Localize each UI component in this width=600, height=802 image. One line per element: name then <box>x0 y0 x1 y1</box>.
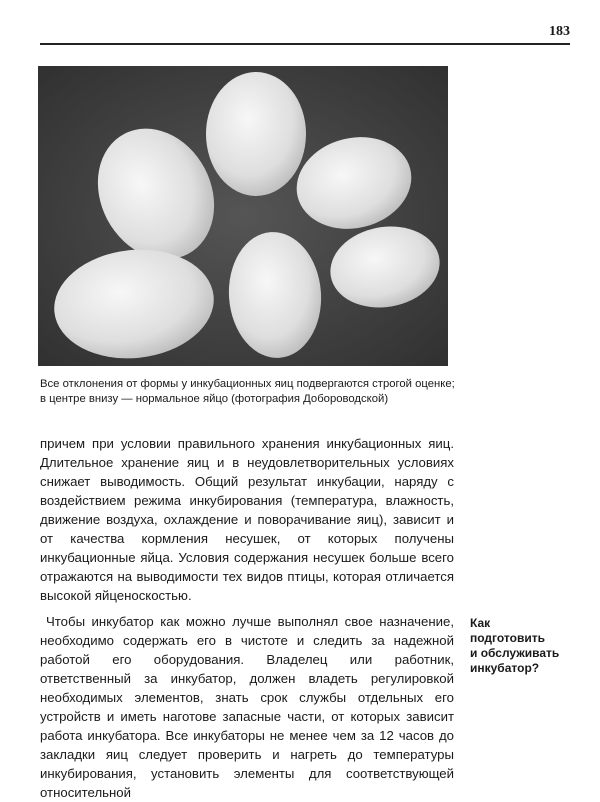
body-paragraph-1: причем при условии правильного хранения инкубационных яиц. Длительное хранение яиц и в неудовлетворительных условиях снижает выводимость. Общий результат инкубации, наряду с воздействием режима инкубирования (температура, влажность, движение воздуха, охлаждение и поворачивание яиц), зависит и от качества кормления несушек, от которых получены инкубационные яйца. Условия содержания несушек больше всего отражаются на выводимости тех видов птицы, которая отличается высокой яйценоскостью. <box>40 436 454 603</box>
side-heading-line: подготовить <box>470 631 545 645</box>
side-heading-line: инкубатор? <box>470 661 540 675</box>
figure-caption: Все отклонения от формы у инкубационных яиц подвергаются строгой оценке; в центре внизу — нормальное яйцо (фотография Добороводской) <box>40 378 455 405</box>
eggs-photo <box>38 66 448 366</box>
page-number: 183 <box>549 24 570 39</box>
eggs-photo-svg <box>38 66 448 366</box>
egg-top <box>206 72 306 196</box>
header-rule <box>40 43 570 45</box>
side-heading-line: Как <box>470 616 491 630</box>
side-heading-line: и обслуживать <box>470 646 560 660</box>
body-paragraph-2: Чтобы инкубатор как можно лучше выполнял свое назначение, необходимо содержать его в чистоте и следить за надежной работой его оборудования. Владелец или работник, ответственный за инкубатор, должен владеть регулировкой необходимых элементов, знать срок службы отдельных его устройств и иметь наготове запасные части, от которых зависит работа инкубатора. Все инкубаторы не менее чем за 12 часов до закладки яиц следует проверить и нагреть до температуры инкубирования, установить элементы для соответствующей относительной <box>40 614 454 800</box>
side-heading <box>470 616 580 676</box>
